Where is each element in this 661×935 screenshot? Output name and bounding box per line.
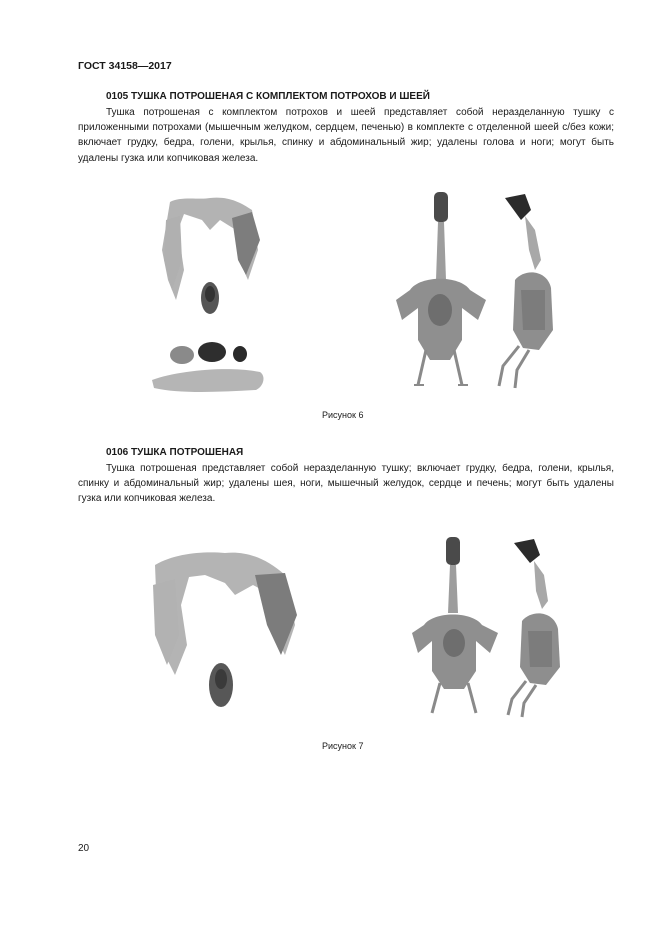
section-text-0105: Тушка потрошеная с комплектом потрохов и шеей представляет собой неразделанную тушку с приложенными потрохами (мышечным желудком, сердцем, печенью) в комплекте с отделенной шеей с/без кожи; включает грудку, бедра, голени, крылья, спинку и абдоминальный жир; удалены голова и ноги; могут быть удалены гузка или копчиковая железа. — [78, 107, 614, 164]
figure-7-carcass-side-view — [502, 535, 567, 720]
figure-7-carcass-front-view — [410, 535, 500, 720]
figure-7-caption: Рисунок 7 — [322, 741, 364, 751]
figure-7-carcass-halves — [135, 545, 305, 725]
document-header: ГОСТ 34158—2017 — [78, 60, 172, 72]
figure-6-carcass-side-view — [495, 190, 560, 390]
section-title-0105: 0105 ТУШКА ПОТРОШЕНАЯ С КОМПЛЕКТОМ ПОТРОХОВ И ШЕЕЙ — [106, 91, 430, 102]
page-number: 20 — [78, 843, 90, 854]
figure-6-carcass-with-giblets — [140, 190, 280, 400]
figure-6-carcass-front-view — [390, 190, 490, 395]
section-text-0106: Тушка потрошеная представляет собой неразделанную тушку; включает грудку, бедра, голени, крылья, спинку и абдоминальный жир; удалены шея, ноги, мышечный желудок, сердце и печень; могут быть удалены гузка или копчиковая железа. — [78, 463, 614, 505]
section-title-0106: 0106 ТУШКА ПОТРОШЕНАЯ — [106, 447, 244, 458]
figure-6-caption: Рисунок 6 — [322, 410, 364, 420]
